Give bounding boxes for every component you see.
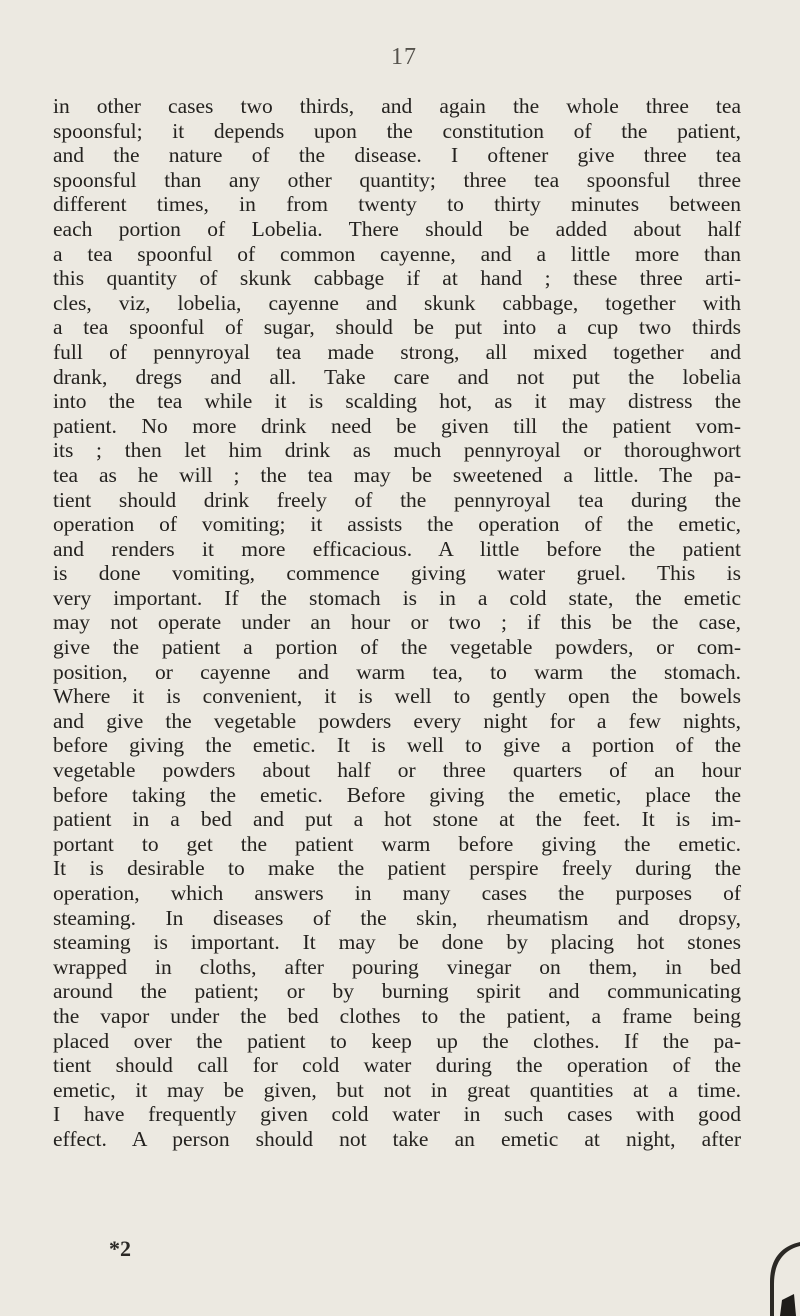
text-line: steaming is important. It may be done by placing hot stones [53, 930, 741, 955]
text-line: different times, in from twenty to thirty minutes between [53, 192, 741, 217]
text-line: steaming. In diseases of the skin, rheumatism and dropsy, [53, 905, 741, 930]
text-line: very important. If the stomach is in a cold state, the emetic [53, 585, 741, 610]
text-line: drank, dregs and all. Take care and not put the lobelia [53, 364, 741, 389]
text-line: and the nature of the disease. I oftener give three tea [53, 143, 741, 168]
text-line: in other cases two thirds, and again the whole three tea [53, 94, 741, 118]
text-line: patient in a bed and put a hot stone at the feet. It is im- [53, 807, 741, 832]
text-line: Where it is convenient, it is well to gently open the bowels [53, 684, 741, 709]
text-line: around the patient; or by burning spirit and communicating [53, 979, 741, 1004]
text-line: vegetable powders about half or three quarters of an hour [53, 758, 741, 783]
text-line: and give the vegetable powders every night for a few nights, [53, 708, 741, 733]
text-line: is done vomiting, commence giving water gruel. This is [53, 561, 741, 586]
text-line: and renders it more efficacious. A little before the patient [53, 536, 741, 561]
text-line: full of pennyroyal tea made strong, all mixed together and [53, 339, 741, 364]
text-line: tea as he will ; the tea may be sweetened a little. The pa- [53, 462, 741, 487]
text-line: placed over the patient to keep up the clothes. If the pa- [53, 1028, 741, 1053]
text-line: I have frequently given cold water in such cases with good [53, 1102, 741, 1127]
text-line: operation, which answers in many cases the purposes of [53, 881, 741, 905]
text-line: position, or cayenne and warm tea, to warm the stomach. [53, 659, 741, 684]
body-text [53, 94, 741, 1152]
page-edge-mark [760, 1236, 800, 1316]
signature-mark: *2 [109, 1236, 131, 1261]
text-line: may not operate under an hour or two ; if this be the case, [53, 610, 741, 635]
text-line: its ; then let him drink as much pennyroyal or thoroughwort [53, 438, 741, 463]
text-line: portant to get the patient warm before giving the emetic. [53, 831, 741, 856]
text-line: before taking the emetic. Before giving the emetic, place the [53, 782, 741, 807]
text-line: wrapped in cloths, after pouring vinegar on them, in bed [53, 954, 741, 979]
text-line: It is desirable to make the patient perspire freely during the [53, 856, 741, 881]
text-line: patient. No more drink need be given till the patient vom- [53, 413, 741, 438]
text-line: a tea spoonful of sugar, should be put into a cup two thirds [53, 315, 741, 340]
text-line: spoonsful; it depends upon the constitution of the patient, [53, 118, 741, 143]
text-line: spoonsful than any other quantity; three tea spoonsful three [53, 167, 741, 192]
text-line: tient should call for cold water during the operation of the [53, 1053, 741, 1078]
text-line: each portion of Lobelia. There should be added about half [53, 216, 741, 241]
text-line: operation of vomiting; it assists the operation of the emetic, [53, 512, 741, 537]
text-line: into the tea while it is scalding hot, as it may distress the [53, 389, 741, 414]
text-line: a tea spoonful of common cayenne, and a little more than [53, 241, 741, 266]
text-line: this quantity of skunk cabbage if at hand ; these three arti- [53, 266, 741, 291]
text-line: tient should drink freely of the pennyroyal tea during the [53, 487, 741, 512]
text-line: before giving the emetic. It is well to give a portion of the [53, 733, 741, 758]
page-number: 17 [391, 44, 417, 70]
text-line: emetic, it may be given, but not in great quantities at a time. [53, 1077, 741, 1102]
text-line: cles, viz, lobelia, cayenne and skunk cabbage, together with [53, 290, 741, 315]
text-line: effect. A person should not take an emetic at night, after [53, 1126, 741, 1151]
text-line: give the patient a portion of the vegetable powders, or com- [53, 635, 741, 660]
text-line: the vapor under the bed clothes to the patient, a frame being [53, 1003, 741, 1028]
